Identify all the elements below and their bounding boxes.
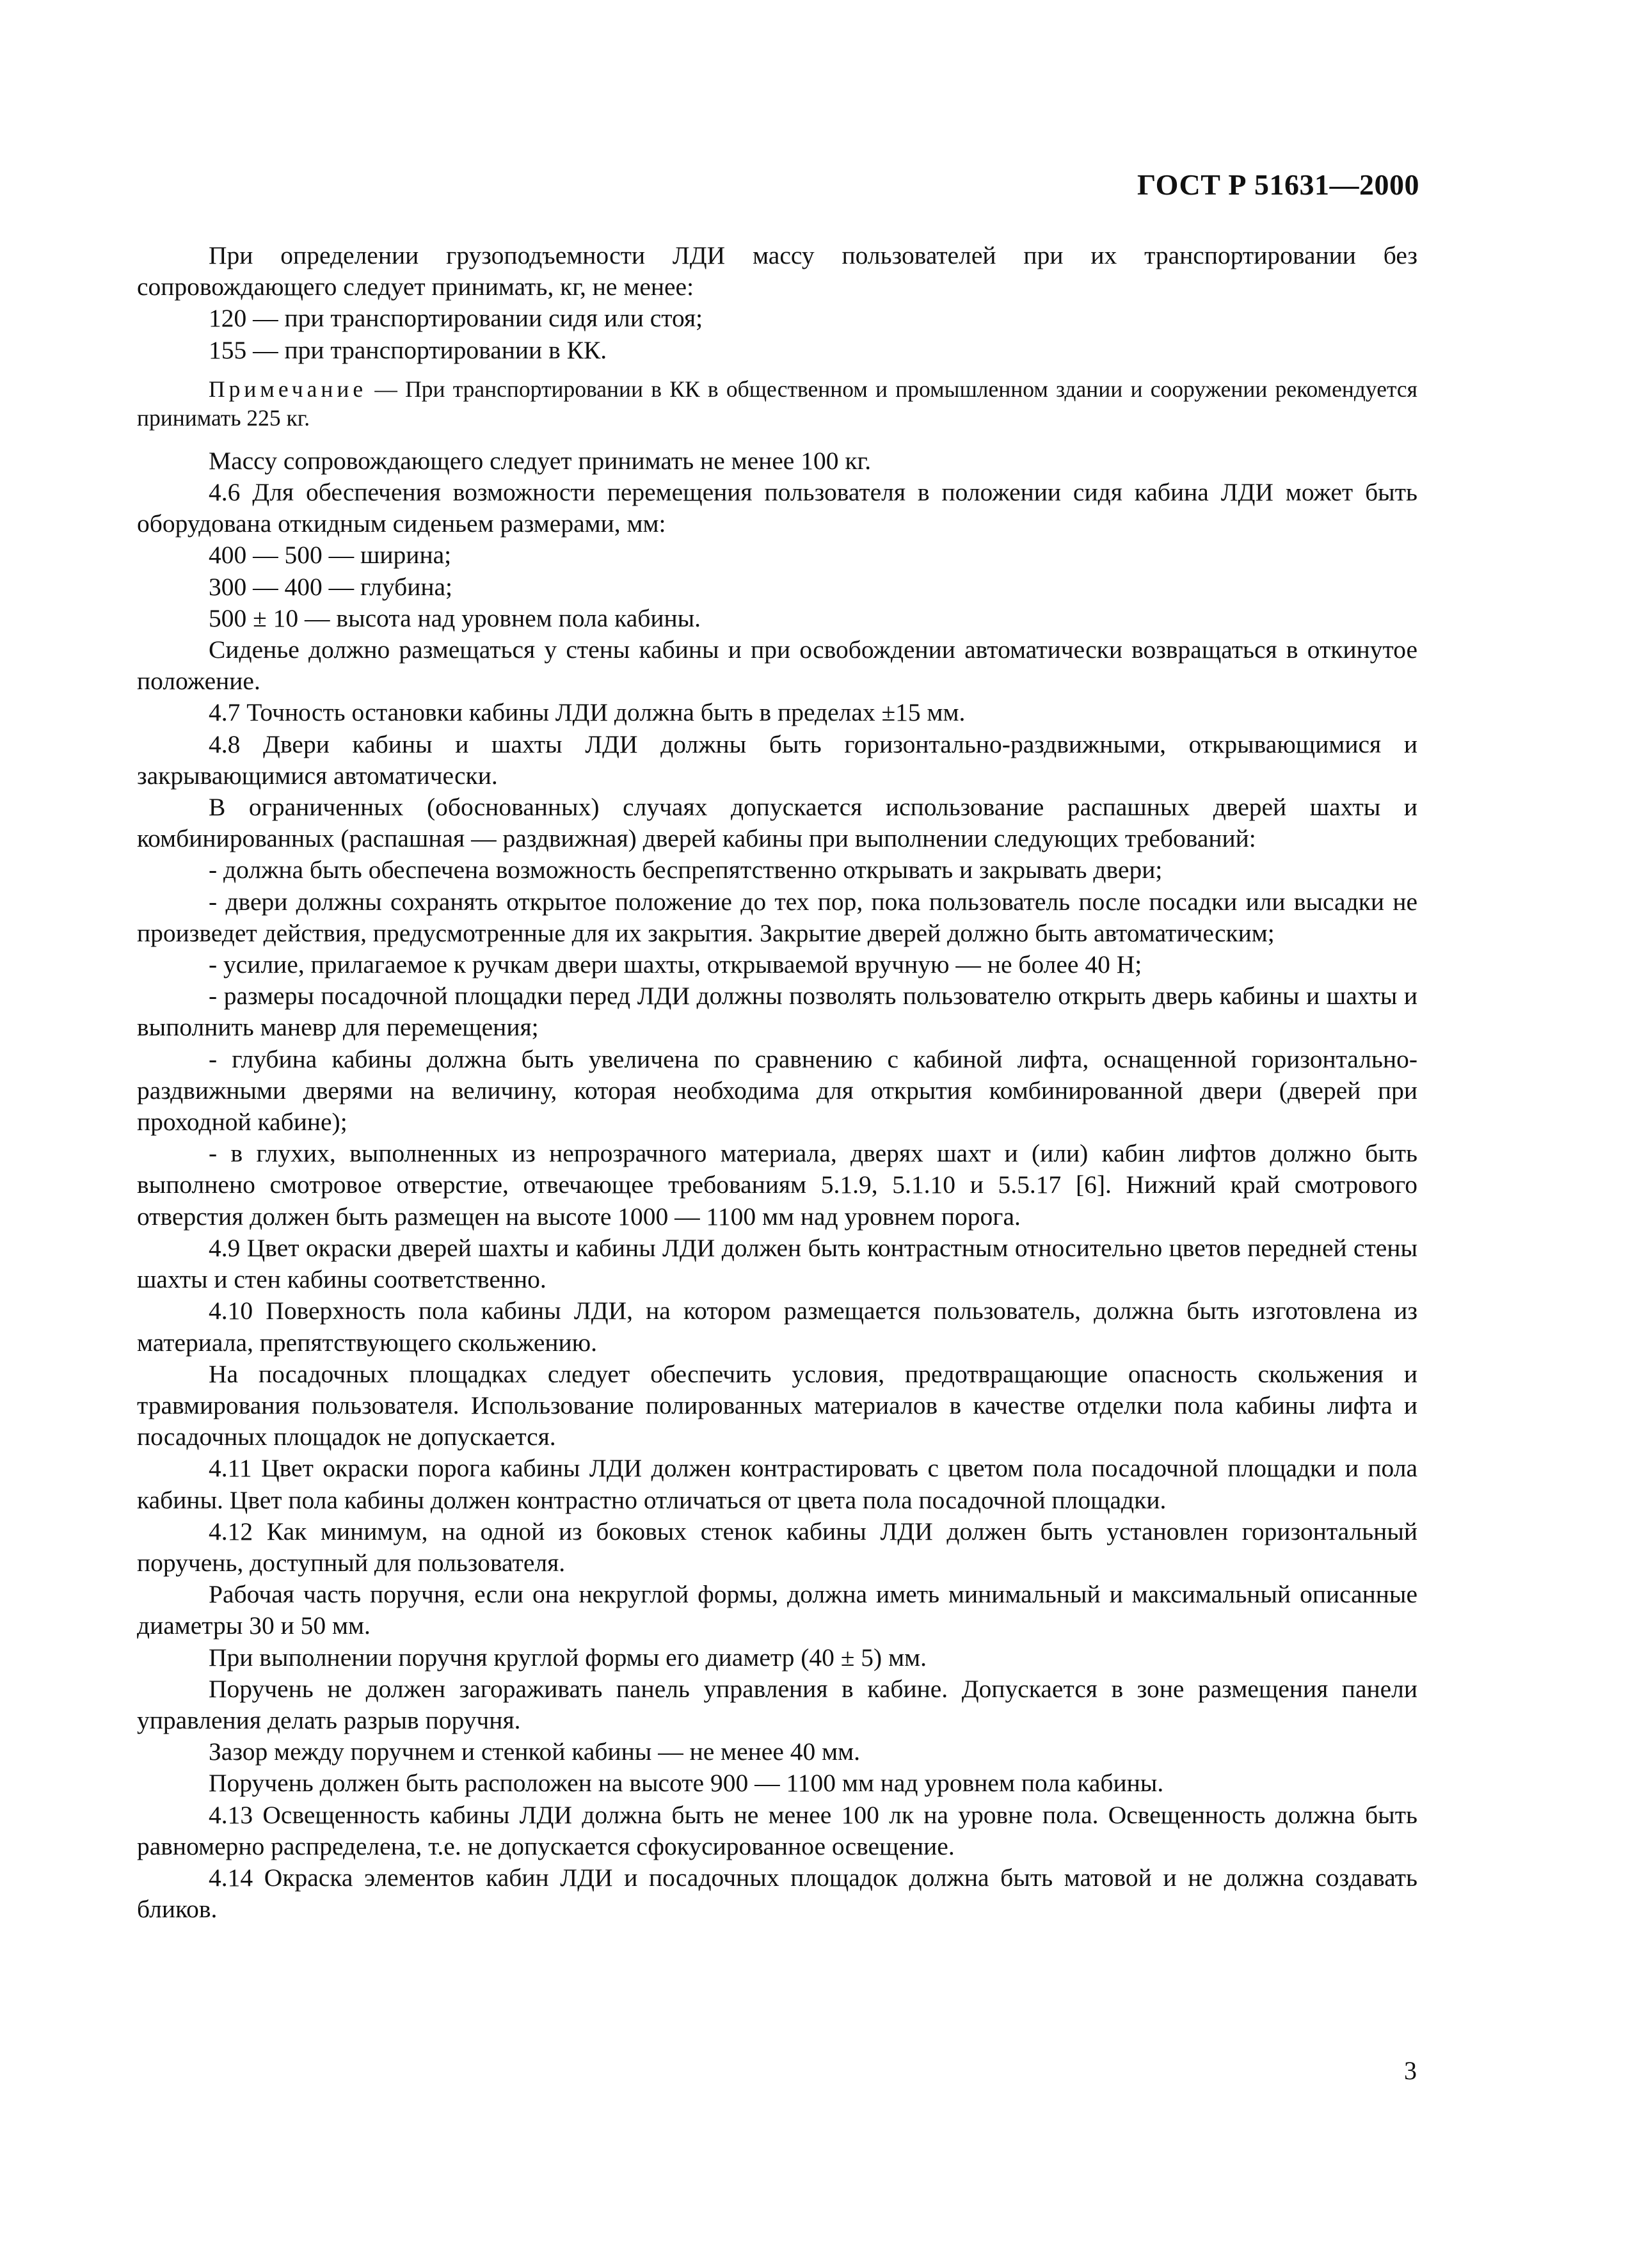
paragraph: 4.6 Для обеспечения возможности перемещения пользователя в положении сидя кабина ЛДИ может быть оборудована откидным сиденьем размерами, мм: <box>137 478 1417 538</box>
paragraph: 4.8 Двери кабины и шахты ЛДИ должны быть горизонтально-раздвижными, открывающимися и закрывающимися автоматически. <box>137 730 1417 790</box>
list-item: - размеры посадочной площадки перед ЛДИ должны позволять пользователю открыть дверь кабины и шахты и выполнить маневр для перемещения; <box>137 982 1417 1042</box>
list-item: 120 — при транспортировании сидя или стоя; <box>209 304 703 333</box>
list-item: - глубина кабины должна быть увеличена по сравнению с кабиной лифта, оснащенной горизонтально-раздвижными дверями на величину, которая необходима для открытия комбинированной двери (дверей при проходной кабине); <box>137 1044 1417 1137</box>
list-item: 500 ± 10 — высота над уровнем пола кабины. <box>209 603 701 632</box>
paragraph: 4.13 Освещенность кабины ЛДИ должна быть не менее 100 лк на уровне пола. Освещенность должна быть равномерно распределена, т.е. не допускается сфокусированное освещение. <box>137 1800 1417 1860</box>
paragraph: 4.14 Окраска элементов кабин ЛДИ и посадочных площадок должна быть матовой и не должна создавать бликов. <box>137 1863 1417 1924</box>
note-text: — При транспортировании в КК в общественном и промышленном здании и сооружении рекомендуется принимать 225 кг. <box>137 376 1417 431</box>
paragraph: При определении грузоподъемности ЛДИ массу пользователей при их транспортировании без сопровождающего следует принимать, кг, не менее: <box>137 241 1417 301</box>
paragraph: На посадочных площадках следует обеспечить условия, предотвращающие опасность скольжения и травмирования пользователя. Использование полированных материалов в качестве отделки пола кабины лифта и посадочных площадок не допускается. <box>137 1359 1417 1451</box>
paragraph: 4.11 Цвет окраски порога кабины ЛДИ должен контрастировать с цветом пола посадочной площадки и пола кабины. Цвет пола кабины должен контрастно отличаться от цвета пола посадочной площадки. <box>137 1454 1417 1514</box>
paragraph: Сиденье должно размещаться у стены кабины и при освобождении автоматически возвращаться в откинутое положение. <box>137 635 1417 696</box>
paragraph: 4.10 Поверхность пола кабины ЛДИ, на котором размещается пользователь, должна быть изготовлена из материала, препятствующего скольжению. <box>137 1297 1417 1357</box>
paragraph: При выполнении поручня круглой формы его диаметр (40 ± 5) мм. <box>209 1643 927 1672</box>
document-header: ГОСТ Р 51631—2000 <box>1137 168 1419 201</box>
list-item: 155 — при транспортировании в КК. <box>209 335 607 364</box>
page-number: 3 <box>1404 2056 1417 2085</box>
paragraph: В ограниченных (обоснованных) случаях допускается использование распашных дверей шахты и комбинированных (распашная — раздвижная) дверей кабины при выполнении следующих требований: <box>137 793 1417 853</box>
list-item: - усилие, прилагаемое к ручкам двери шахты, открываемой вручную — не более 40 Н; <box>209 950 1142 979</box>
list-item: 300 — 400 — глубина; <box>209 572 453 601</box>
note-label: Примечание <box>209 376 367 402</box>
paragraph: Поручень не должен загораживать панель управления в кабине. Допускается в зоне размещения панели управления делать разрыв поручня. <box>137 1674 1417 1734</box>
paragraph: 4.12 Как минимум, на одной из боковых стенок кабины ЛДИ должен быть установлен горизонтальный поручень, доступный для пользователя. <box>137 1517 1417 1577</box>
paragraph: 4.7 Точность остановки кабины ЛДИ должна быть в пределах ±15 мм. <box>209 698 966 727</box>
document-body <box>137 240 1417 1925</box>
list-item: - в глухих, выполненных из непрозрачного материала, дверях шахт и (или) кабин лифтов должно быть выполнено смотровое отверстие, отвечающее требованиям 5.1.9, 5.1.10 и 5.5.17 [6]. Нижний край смотрового отверстия должен быть размещен на высоте 1000 — 1100 мм над уровнем порога. <box>137 1139 1417 1231</box>
note <box>137 375 1417 433</box>
list-item: 400 — 500 — ширина; <box>209 541 452 570</box>
paragraph: Массу сопровождающего следует принимать не менее 100 кг. <box>209 446 872 475</box>
paragraph: Поручень должен быть расположен на высоте 900 — 1100 мм над уровнем пола кабины. <box>209 1769 1164 1798</box>
paragraph: Рабочая часть поручня, если она некруглой формы, должна иметь минимальный и максимальный описанные диаметры 30 и 50 мм. <box>137 1580 1417 1640</box>
paragraph: 4.9 Цвет окраски дверей шахты и кабины ЛДИ должен быть контрастным относительно цветов передней стены шахты и стен кабины соответственно. <box>137 1233 1417 1294</box>
list-item: - двери должны сохранять открытое положение до тех пор, пока пользователь после посадки или высадки не произведет действия, предусмотренные для их закрытия. Закрытие дверей должно быть автоматическим; <box>137 887 1417 947</box>
paragraph: Зазор между поручнем и стенкой кабины — не менее 40 мм. <box>209 1737 860 1766</box>
list-item: - должна быть обеспечена возможность беспрепятственно открывать и закрывать двери; <box>209 856 1163 884</box>
